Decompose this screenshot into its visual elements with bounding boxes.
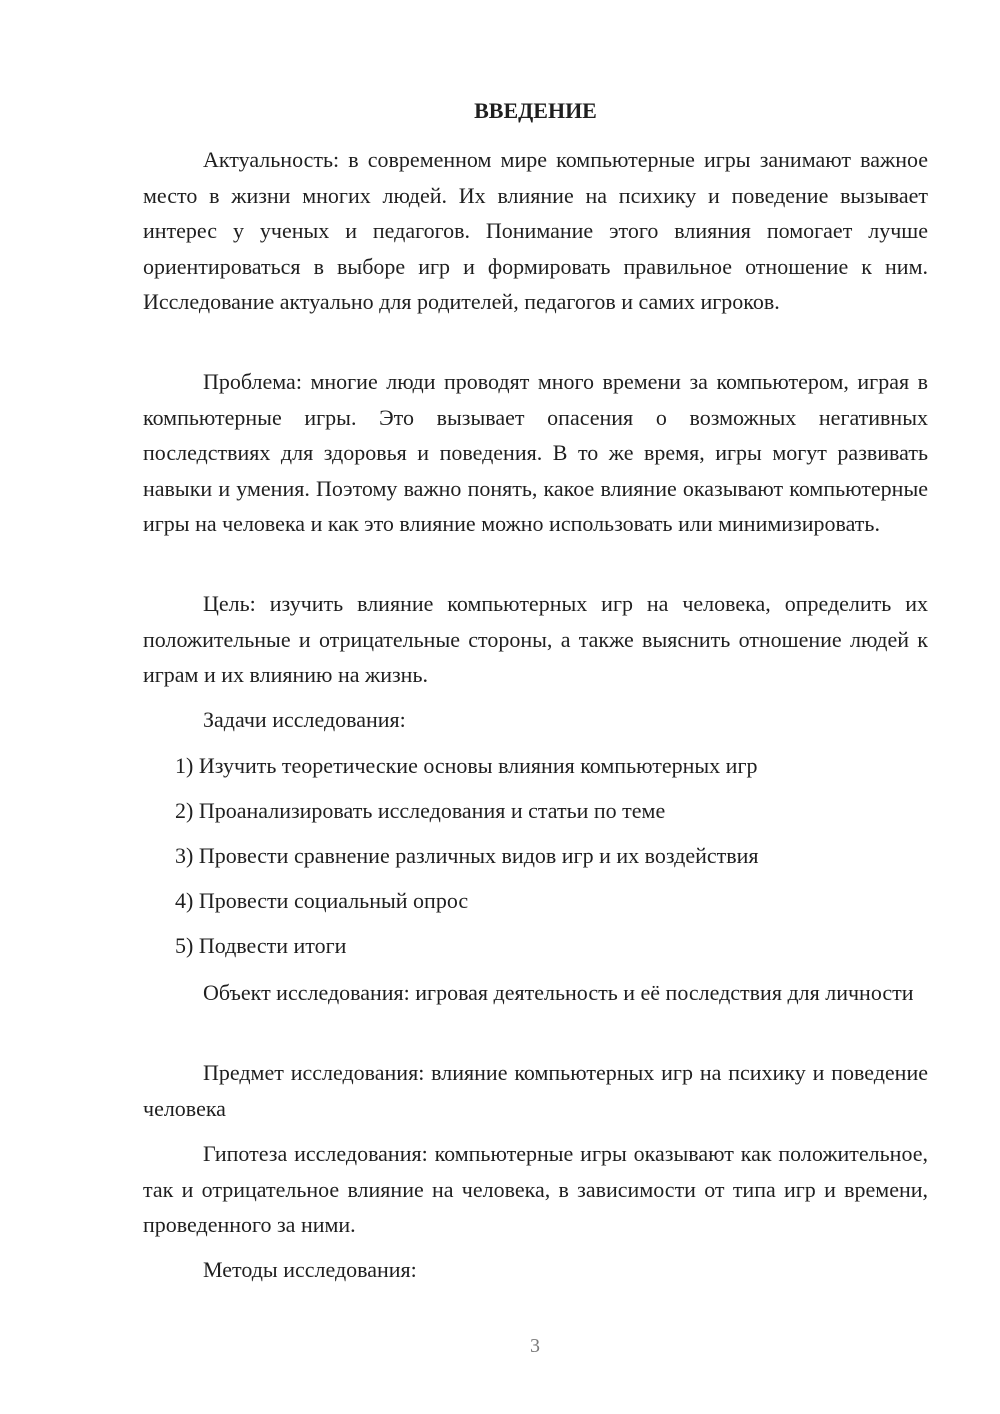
problem-paragraph: Проблема: многие люди проводят много времени за компьютером, играя в компьютерные игры. Это вызывает опасения о возможных негативных последствиях для здоровья и поведения. В то же время, игры могут развивать навыки и умения. Поэтому важно понять, какое влияние оказывают компьютерные игры на человека и как это влияние можно использовать или минимизировать. — [143, 369, 928, 536]
section-title: ВВЕДЕНИЕ — [474, 98, 597, 123]
task-item-5: 5) Подвести итоги — [175, 933, 347, 958]
task-item-2: 2) Проанализировать исследования и статьи по теме — [175, 798, 666, 823]
task-item-1: 1) Изучить теоретические основы влияния компьютерных игр — [175, 753, 758, 778]
page-number: 3 — [530, 1335, 540, 1357]
task-item-4: 4) Провести социальный опрос — [175, 888, 469, 913]
task-item-3: 3) Провести сравнение различных видов игр и их воздействия — [175, 843, 759, 868]
goal-paragraph: Цель: изучить влияние компьютерных игр на человека, определить их положительные и отрицательные стороны, а также выяснить отношение людей к играм и их влиянию на жизнь. — [143, 591, 928, 687]
object-paragraph: Объект исследования: игровая деятельность и её последствия для личности — [203, 980, 914, 1005]
subject-paragraph: Предмет исследования: влияние компьютерных игр на психику и поведение человека — [143, 1060, 928, 1121]
methods-heading: Методы исследования: — [203, 1257, 417, 1282]
hypothesis-paragraph: Гипотеза исследования: компьютерные игры оказывают как положительное, так и отрицательное влияние на человека, в зависимости от типа игр и времени, проведенного за ними. — [143, 1141, 928, 1237]
tasks-heading: Задачи исследования: — [203, 707, 406, 732]
relevance-paragraph: Актуальность: в современном мире компьютерные игры занимают важное место в жизни многих людей. Их влияние на психику и поведение вызывает интерес у ученых и педагогов. Понимание этого влияния помогает лучше ориентироваться в выборе игр и формировать правильное отношение к ним. Исследование актуально для родителей, педагогов и самих игроков. — [143, 147, 928, 314]
